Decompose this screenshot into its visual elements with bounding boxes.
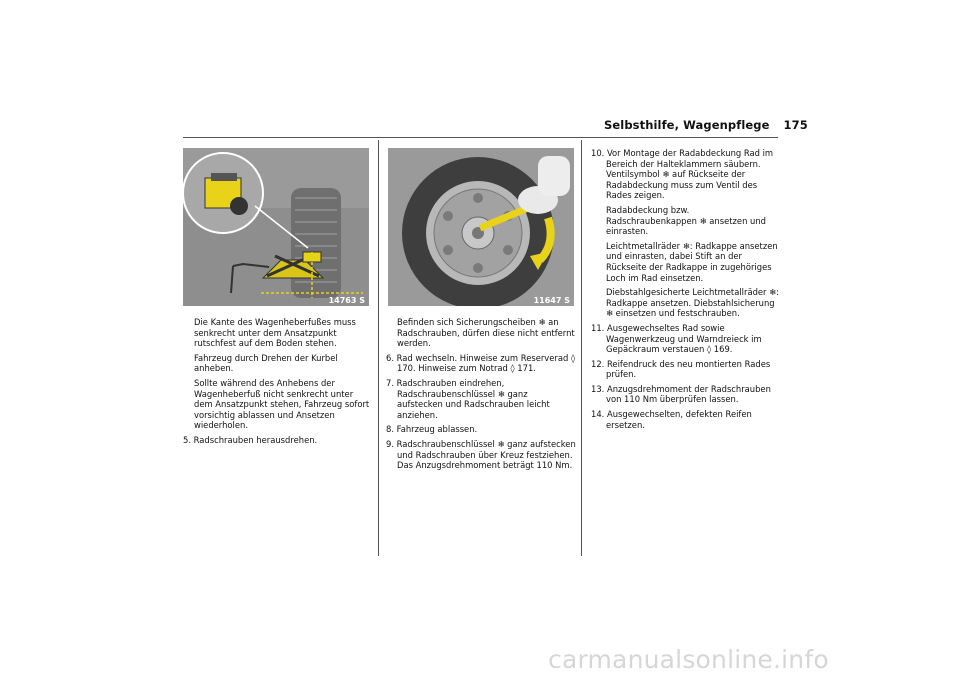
figure-wheel xyxy=(388,148,574,306)
figure-id-left: 14763 S xyxy=(328,296,365,305)
page-header xyxy=(604,118,808,132)
jack-illustration xyxy=(183,148,369,306)
step-5: 5. Radschrauben herausdrehen. xyxy=(183,434,318,445)
column-2 xyxy=(386,317,576,475)
step-7: 7. Radschrauben eindrehen, Radschraubenschlüssel ❄ ganz aufstecken und Radschrauben leicht anziehen. xyxy=(386,377,550,420)
column-3 xyxy=(591,148,779,434)
wheel-illustration xyxy=(388,148,574,306)
column-divider-2 xyxy=(581,140,582,556)
step-10-anti-theft: Diebstahlgesicherte Leichtmetallräder ❄: Radkappe ansetzen. Diebstahlsicherung ❄ einsetzen und festschrauben. xyxy=(606,287,779,319)
step-13: 13. Anzugsdrehmoment der Radschrauben von 110 Nm überprüfen lassen. xyxy=(591,383,771,405)
figure-id-middle: 11647 S xyxy=(533,296,570,305)
column-1 xyxy=(183,317,371,450)
step-12: 12. Reifendruck des neu montierten Rades prüfen. xyxy=(591,358,771,380)
page-number: 175 xyxy=(783,118,808,132)
text-caution: Sollte während des Anhebens der Wagenheberfuß nicht senkrecht unter dem Ansatzpunkt stehen, Fahrzeug sofort vorsichtig ablassen und Ansetzen wiederholen. xyxy=(194,377,370,431)
step-9: 9. Radschraubenschlüssel ❄ ganz aufstecken und Radschrauben über Kreuz festziehen. Das Anzugsdrehmoment beträgt 110 Nm. xyxy=(386,438,576,471)
step-10-alloy-wheels: Leichtmetallräder ❄: Radkappe ansetzen und einrasten, dabei Stift an der Rückseite der Radkappe in zugehöriges Loch im Rad einsetzen. xyxy=(606,240,778,283)
step-10-wheel-cover: Radabdeckung bzw. Radschraubenkappen ❄ ansetzen und einrasten. xyxy=(606,204,766,237)
watermark: carmanualsonline.info xyxy=(548,645,829,674)
header-rule xyxy=(183,137,778,138)
text-raise-vehicle: Fahrzeug durch Drehen der Kurbel anheben. xyxy=(194,352,338,374)
step-14: 14. Ausgewechselten, defekten Reifen ersetzen. xyxy=(591,409,752,430)
text-jack-edge: Die Kante des Wagenheberfußes muss senkrecht unter dem Ansatzpunkt rutschfest auf dem Boden stehen. xyxy=(194,317,356,349)
column-divider-1 xyxy=(378,140,379,556)
step-10: 10. Vor Montage der Radabdeckung Rad im Bereich der Halteklammern säubern. Ventilsymbol ❄ auf Rückseite der Radabdeckung muss zum Ventil des Rades zeigen. xyxy=(591,148,774,201)
figure-jack xyxy=(183,148,369,306)
step-8: 8. Fahrzeug ablassen. xyxy=(386,424,478,435)
step-6: 6. Rad wechseln. Hinweise zum Reserverad ◊ 170. Hinweise zum Notrad ◊ 171. xyxy=(386,352,576,374)
text-locking-washers: Befinden sich Sicherungscheiben ❄ an Radschrauben, dürfen diese nicht entfernt werden. xyxy=(397,317,575,349)
step-11: 11. Ausgewechseltes Rad sowie Wagenwerkzeug und Warndreieck im Gepäckraum verstauen ◊ 169. xyxy=(591,322,762,355)
section-title: Selbsthilfe, Wagenpflege xyxy=(604,118,770,132)
